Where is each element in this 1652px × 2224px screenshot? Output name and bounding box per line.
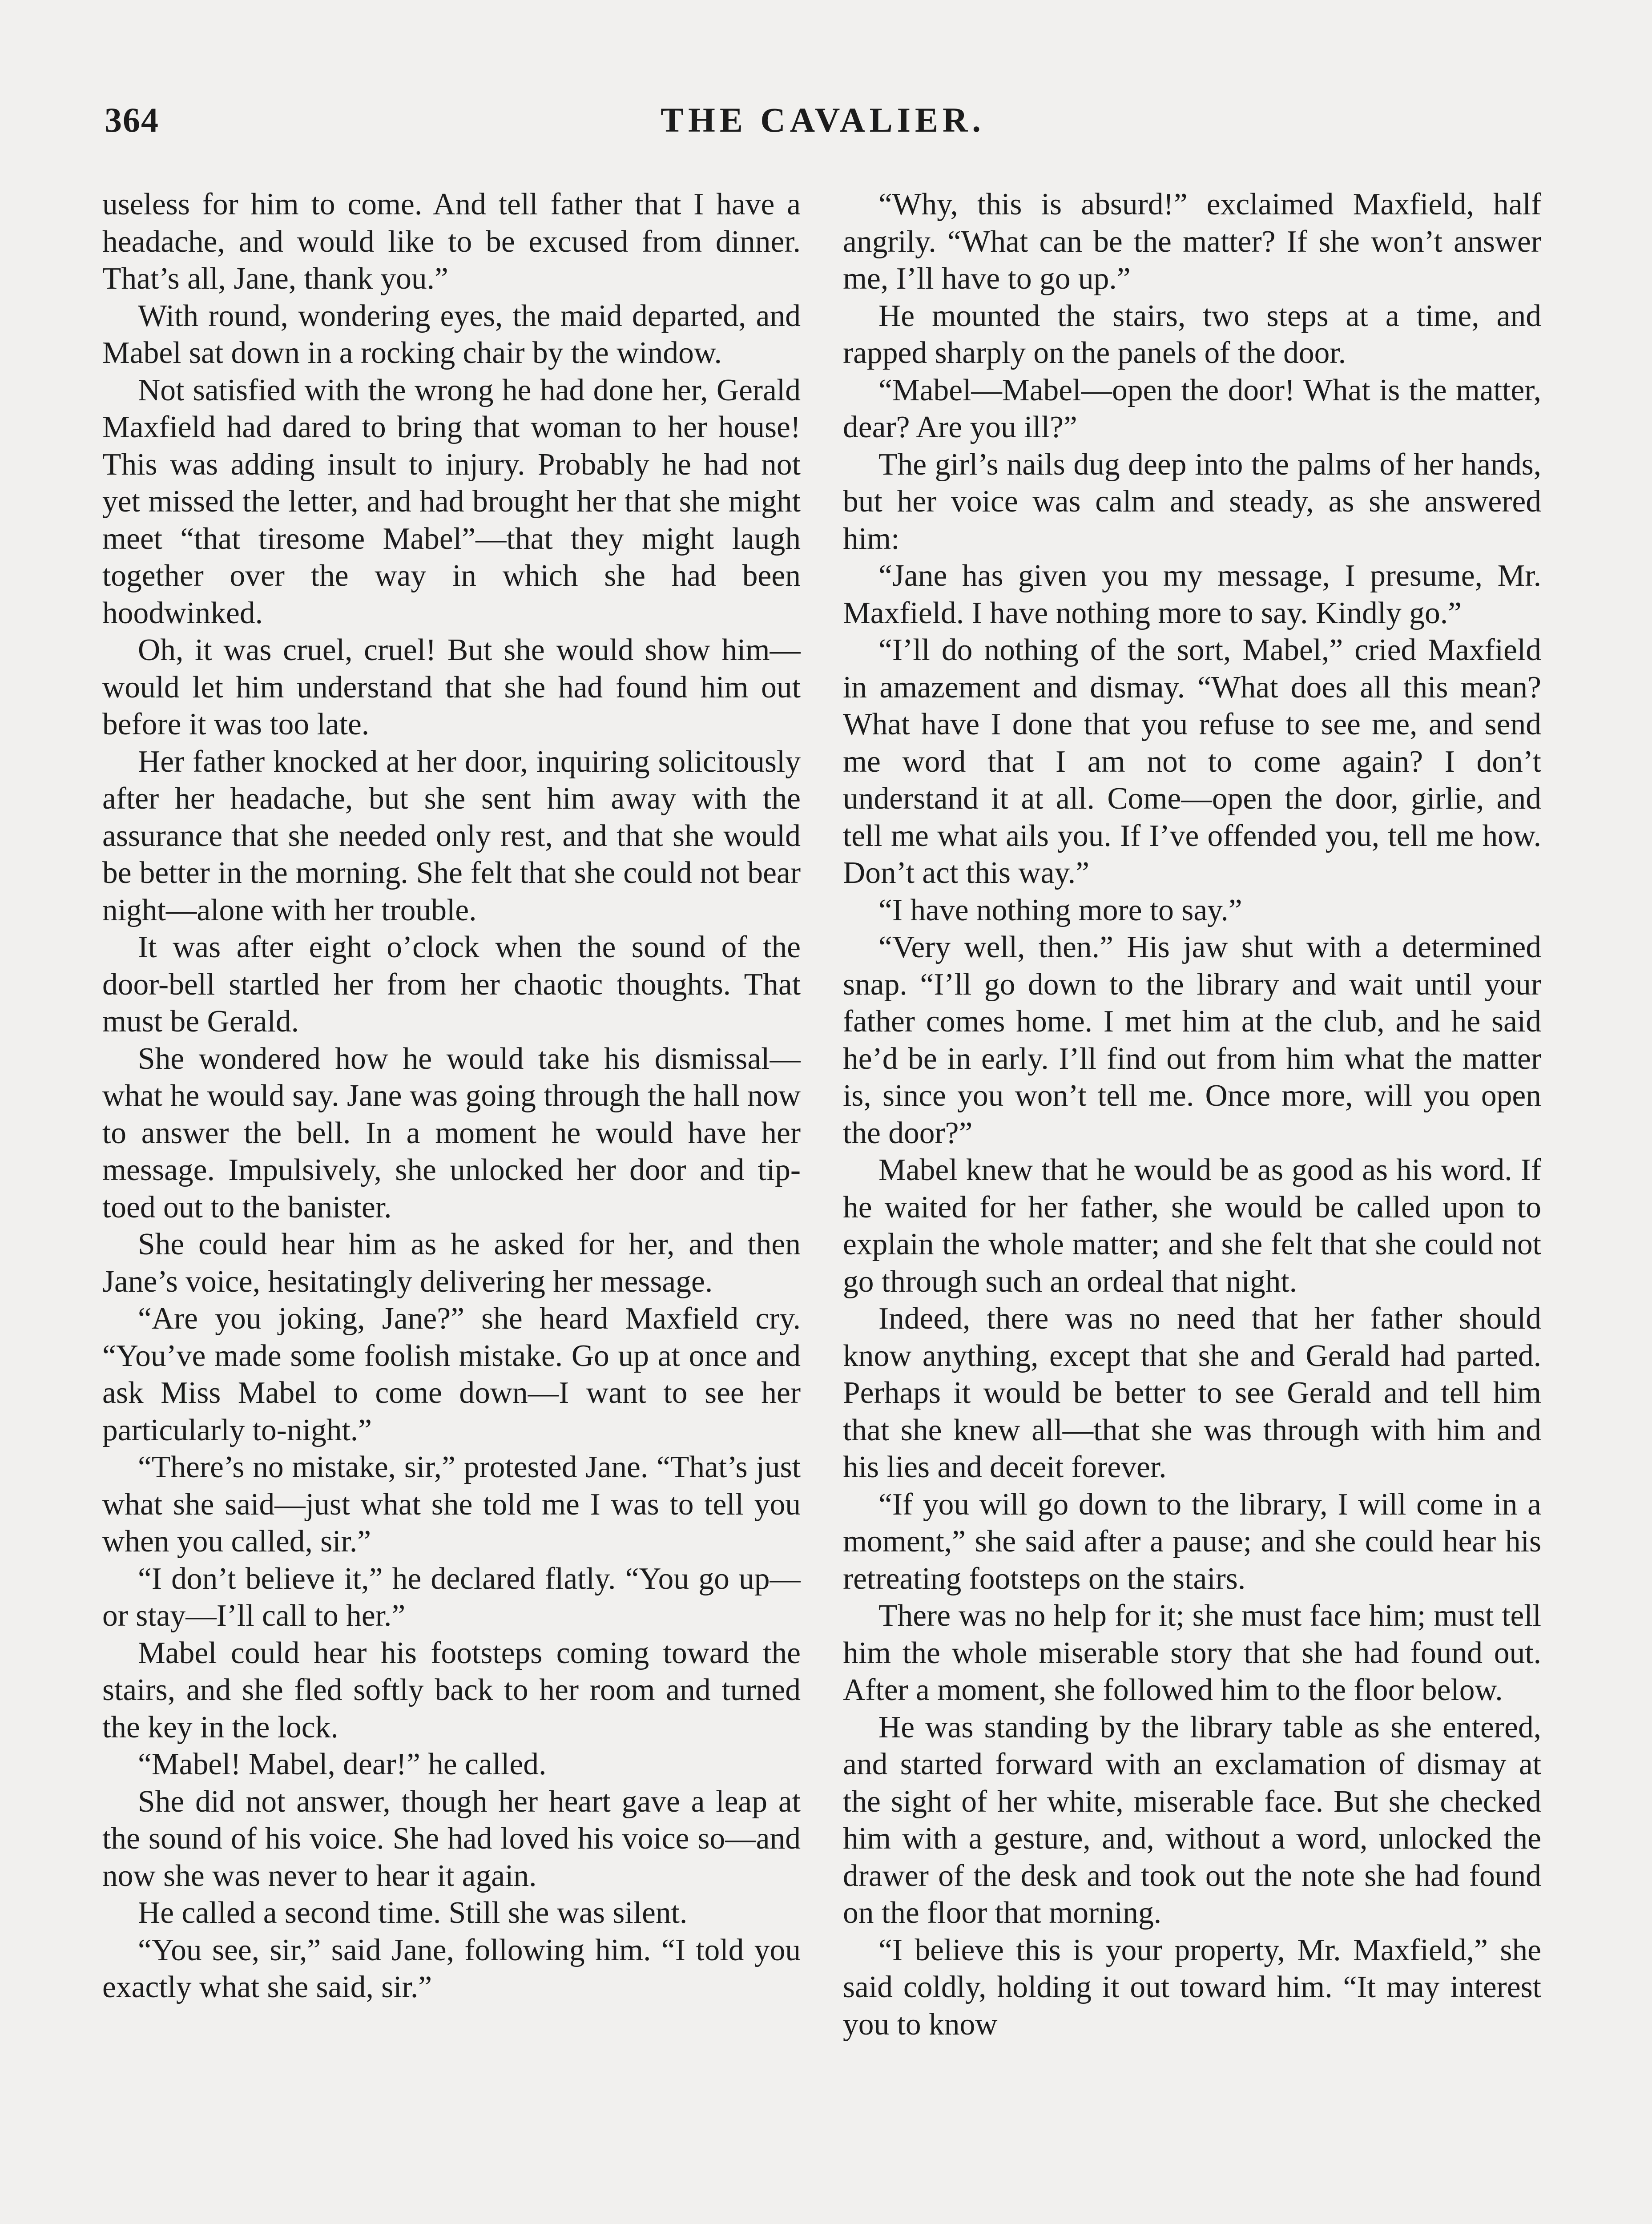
paragraph: “Mabel—Mabel—open the door! What is the matter, dear? Are you ill?” [843,373,1541,444]
paragraph: He mounted the stairs, two steps at a time, and rapped sharply on the panels of the door. [843,298,1541,370]
paragraph: Mabel could hear his footsteps coming toward the stairs, and she fled softly back to her room and turned the key in the lock. [102,1636,801,1745]
paragraph: “Very well, then.” His jaw shut with a determined snap. “I’ll go down to the library and wait until your father comes home. I met him at the club, and he said he’d be in early. I’ll find out from him what the matter is, since you won’t tell me. Once more, will you open the door?” [843,930,1541,1150]
paragraph: She wondered how he would take his dismissal—what he would say. Jane was going through the hall now to answer the bell. In a moment he would have her message. Impulsively, she unlocked her door and tiptoed out to the banister. [102,1041,801,1225]
paragraph: With round, wondering eyes, the maid departed, and Mabel sat down in a rocking chair by the window. [102,298,801,370]
paragraph: “You see, sir,” said Jane, following him. “I told you exactly what she said, sir.” [102,1933,801,2004]
paragraph: Her father knocked at her door, inquiring solicitously after her headache, but she sent him away with the assurance that she needed only rest, and that she would be better in the morning. She felt that she could not bear night—alone with her trouble. [102,744,801,927]
paragraph: She could hear him as he asked for her, and then Jane’s voice, hesitatingly delivering her message. [102,1227,801,1299]
magazine-title: THE CAVALIER. [661,101,985,139]
right-text-column [843,186,1541,2224]
paragraph: “Mabel! Mabel, dear!” he called. [138,1747,547,1781]
paragraph: “I don’t believe it,” he declared flatly. “You go up—or stay—I’ll call to her.” [102,1561,801,1633]
paragraph: “I have nothing more to say.” [878,893,1242,927]
paragraph: Indeed, there was no need that her father should know anything, except that she and Gerald had parted. Perhaps it would be better to see Gerald and tell him that she knew all—that she was through with him and his lies and deceit forever. [843,1301,1541,1484]
paragraph: useless for him to come. And tell father that I have a headache, and would like to be excused from dinner. That’s all, Jane, thank you.” [102,187,801,296]
paragraph: Mabel knew that he would be as good as his word. If he waited for her father, she would be called upon to explain the whole matter; and she felt that she could not go through such an ordeal that night. [843,1153,1541,1299]
paragraph: “I’ll do nothing of the sort, Mabel,” cried Maxfield in amazement and dismay. “What does all this mean? What have I done that you refuse to see me, and send me word that I am not to come again? I don’t understand it at all. Come—open the door, girlie, and tell me what ails you. If I’ve offended you, tell me how. Don’t act this way.” [843,633,1541,890]
paragraph: “If you will go down to the library, I will come in a moment,” she said after a pause; and she could hear his retreating footsteps on the stairs. [843,1487,1541,1596]
paragraph: “Jane has given you my message, I presume, Mr. Maxfield. I have nothing more to say. Kindly go.” [843,559,1541,630]
page-header [105,100,1541,149]
paragraph: “There’s no mistake, sir,” protested Jane. “That’s just what she said—just what she told me I was to tell you when you called, sir.” [102,1450,801,1559]
paragraph: He called a second time. Still she was silent. [138,1896,688,1930]
paragraph: “Are you joking, Jane?” she heard Maxfield cry. “You’ve made some foolish mistake. Go up at once and ask Miss Mabel to come down—I want to see her particularly to-night.” [102,1301,801,1447]
paragraph: Not satisfied with the wrong he had done her, Gerald Maxfield had dared to bring that woman to her house! This was adding insult to injury. Probably he had not yet missed the letter, and had brought her that she might meet “that tiresome Mabel”—that they might laugh together over the way in which she had been hoodwinked. [102,373,801,630]
paragraph: There was no help for it; she must face him; must tell him the whole miserable story that she had found out. After a moment, she followed him to the floor below. [843,1599,1541,1707]
paragraph: It was after eight o’clock when the sound of the door-bell startled her from her chaotic thoughts. That must be Gerald. [102,930,801,1039]
page-number: 364 [105,101,159,139]
paragraph: Oh, it was cruel, cruel! But she would show him—would let him understand that she had found him out before it was too late. [102,633,801,741]
paragraph: He was standing by the library table as she entered, and started forward with an exclamation of dismay at the sight of her white, miserable face. But she checked him with a gesture, and, without a word, unlocked the drawer of the desk and took out the note she had found on the floor that morning. [843,1710,1541,1930]
paragraph: She did not answer, though her heart gave a leap at the sound of his voice. She had loved his voice so—and now she was never to hear it again. [102,1784,801,1893]
paragraph: “I believe this is your property, Mr. Maxfield,” she said coldly, holding it out toward him. “It may interest you to know [843,1933,1541,2042]
paragraph: “Why, this is absurd!” exclaimed Maxfield, half angrily. “What can be the matter? If she won’t answer me, I’ll have to go up.” [843,187,1541,296]
paragraph: The girl’s nails dug deep into the palms of her hands, but her voice was calm and steady, as she answered him: [843,447,1541,556]
left-text-column [102,186,801,2224]
